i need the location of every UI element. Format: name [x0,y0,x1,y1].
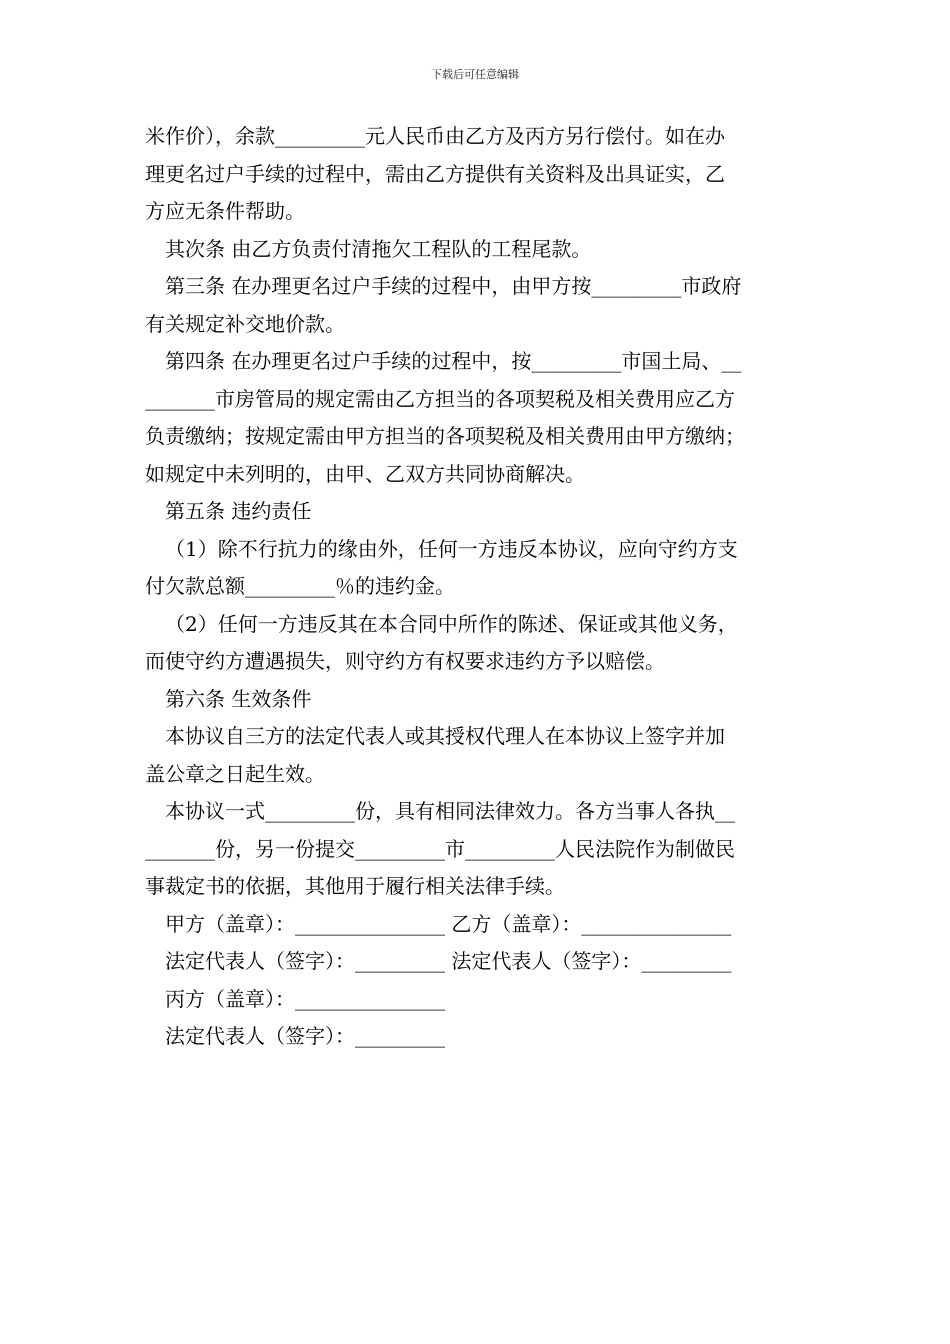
text-line: 第五条 违约责任 [165,499,312,523]
text-line: 其次条 由乙方负责付清拖欠工程队的工程尾款。 [165,236,592,261]
page-header: 下载后可任意编辑 [431,68,519,81]
text-line: _______份，另一份提交_________市_________人民法院作为制做民 [145,836,735,861]
text-line: 第四条 在办理更名过户手续的过程中，按_________市国土局、__ [165,349,742,373]
text-line: 付欠款总额_________％的违约金。 [145,574,455,598]
text-line: （2）任何一方违反其在本合同中所作的陈述、保证或其他义务， [165,611,738,636]
text-line: 方应无条件帮助。 [145,199,305,223]
text-line: 如规定中未列明的，由甲、乙双方共同协商解决。 [145,461,585,486]
text-line: 第六条 生效条件 [165,686,312,711]
text-line: 理更名过户手续的过程中，需由乙方提供有关资料及出具证实，乙 [145,161,725,186]
text-line: 本协议自三方的法定代表人或其授权代理人在本协议上签字并加 [165,724,725,748]
text-line: _______市房管局的规定需由乙方担当的各项契税及相关费用应乙方 [145,386,735,411]
text-line: 丙方（盖章）：_______________ [165,986,445,1011]
text-line: 而使守约方遭遇损失，则守约方有权要求违约方予以赔偿。 [145,649,665,673]
text-line: 米作价），余款_________元人民币由乙方及丙方另行偿付。如在办 [145,124,725,148]
text-line: 法定代表人（签字）：_________ 法定代表人（签字）：_________ [165,949,732,973]
contract-body [145,118,815,1056]
text-line: （1）除不行抗力的缘由外，任何一方违反本协议，应向守约方支 [165,536,738,561]
text-line: 法定代表人（签字）：_________ [165,1024,445,1048]
text-line: 有关规定补交地价款。 [145,311,345,336]
text-line: 甲方（盖章）：_______________ 乙方（盖章）：_______________ [165,911,732,936]
text-line: 事裁定书的依据，其他用于履行相关法律手续。 [145,874,565,898]
text-line: 盖公章之日起生效。 [145,761,325,786]
text-line: 第三条 在办理更名过户手续的过程中，由甲方按_________市政府 [165,274,742,298]
text-line: 负责缴纳；按规定需由甲方担当的各项契税及相关费用由甲方缴纳； [145,424,745,448]
text-line: 本协议一式_________份，具有相同法律效力。各方当事人各执__ [165,799,735,823]
